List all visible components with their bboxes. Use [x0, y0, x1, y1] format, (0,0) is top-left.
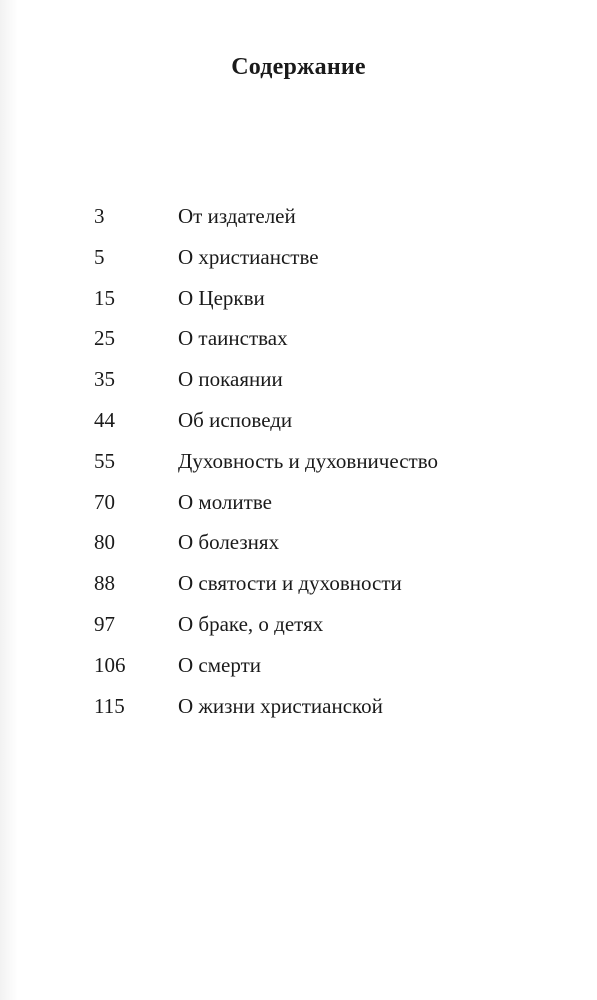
toc-page-number: 35: [94, 367, 115, 392]
toc-heading: О Церкви: [178, 285, 265, 310]
toc-heading: О молитве: [178, 489, 272, 514]
toc-heading: О жизни христианской: [178, 693, 383, 718]
toc-entry: [0, 404, 597, 445]
toc-page-number: 3: [94, 204, 105, 228]
toc-page-number: 115: [94, 693, 125, 718]
toc-heading: О покаянии: [178, 367, 283, 392]
toc-entry: [0, 200, 597, 241]
toc-entry: [0, 690, 597, 731]
toc-heading: О браке, о детях: [178, 611, 324, 636]
toc-heading: Об исповеди: [178, 407, 293, 432]
toc-entry: [0, 241, 597, 282]
toc-heading: О святости и духовности: [178, 571, 402, 596]
toc-heading: О христианстве: [178, 244, 319, 269]
toc-page-number: 97: [94, 611, 115, 636]
toc-page-number: 55: [94, 448, 115, 473]
toc-entry: [0, 567, 597, 608]
toc-page-number: 44: [94, 407, 115, 432]
toc-page-number: 5: [94, 244, 105, 269]
toc-page-number: 70: [94, 489, 115, 514]
toc-heading: О болезнях: [178, 530, 280, 555]
toc-heading: Духовность и духовничество: [178, 448, 438, 473]
toc-entry: [0, 526, 597, 567]
toc-page-number: 80: [94, 530, 115, 555]
toc-entry: [0, 649, 597, 690]
toc-heading: О смерти: [178, 652, 261, 677]
toc-page-number: 25: [94, 326, 115, 351]
toc-entry: [0, 282, 597, 323]
table-of-contents: [0, 200, 597, 730]
toc-heading: От издателей: [178, 204, 296, 228]
toc-entry: [0, 445, 597, 486]
toc-entry: [0, 608, 597, 649]
toc-entry: [0, 363, 597, 404]
toc-page-number: 106: [94, 652, 126, 677]
toc-heading: О таинствах: [178, 326, 288, 351]
toc-page-number: 88: [94, 571, 115, 596]
toc-entry: [0, 486, 597, 527]
toc-page-number: 15: [94, 285, 115, 310]
page-title: Содержание: [231, 54, 366, 80]
toc-entry: [0, 322, 597, 363]
